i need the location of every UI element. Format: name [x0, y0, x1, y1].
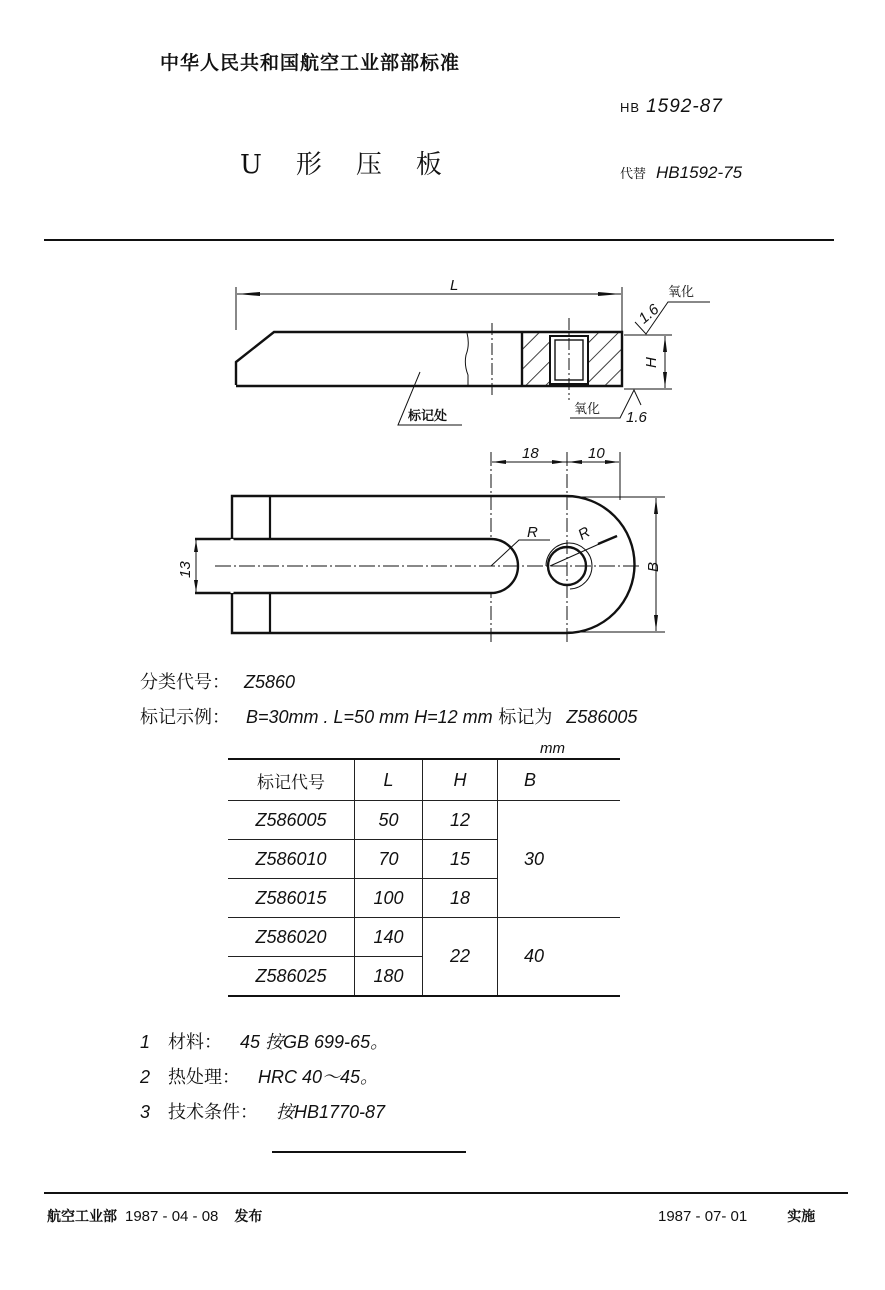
- table-row: [228, 801, 620, 840]
- note-number: 2: [140, 1067, 151, 1087]
- table-row: [228, 918, 620, 957]
- surface-treatment-top: 氧化: [668, 285, 695, 300]
- cell-L: 70: [355, 840, 423, 879]
- note-number: 1: [140, 1032, 151, 1052]
- note-number: 3: [140, 1102, 151, 1122]
- note-value: 按HB1770-87: [276, 1102, 386, 1122]
- radius-end-label: R: [575, 523, 594, 544]
- cell-B-merged: 40: [498, 918, 621, 997]
- cell-L: 100: [355, 879, 423, 918]
- standard-number-value: 1592-87: [646, 96, 723, 117]
- marking-example-params: B=30mm . L=50 mm H=12 mm: [246, 707, 493, 727]
- surface-treatment-bottom: 氧化: [574, 402, 601, 417]
- header-L: L: [355, 759, 423, 801]
- mark-as-value: Z586005: [566, 707, 638, 727]
- cell-L: 50: [355, 801, 423, 840]
- classification-value: Z5860: [244, 672, 296, 692]
- roughness-bottom: 1.6: [626, 409, 647, 426]
- note-value: 45 按GB 699-65。: [240, 1032, 389, 1052]
- cell-code: Z586025: [228, 957, 355, 997]
- replaces-label: 代替: [620, 166, 647, 181]
- standard-prefix: HB: [620, 100, 641, 115]
- cell-code: Z586005: [228, 801, 355, 840]
- cell-H: 18: [423, 879, 498, 918]
- note-key: 材料：: [168, 1032, 222, 1053]
- dim-height-label: H: [643, 357, 660, 368]
- cell-code: Z586010: [228, 840, 355, 879]
- footer-issue: [47, 1206, 262, 1226]
- publisher: 航空工业部: [47, 1209, 117, 1225]
- cell-L: 180: [355, 957, 423, 997]
- note-item: [140, 1025, 388, 1060]
- header-B: B: [498, 759, 621, 801]
- issue-label: 发布: [234, 1209, 263, 1225]
- cell-H: 12: [423, 801, 498, 840]
- note-item: [140, 1095, 388, 1130]
- footer-divider: [44, 1192, 848, 1194]
- top-view: [177, 445, 665, 645]
- issuing-organization: 中华人民共和国航空工业部部标准: [160, 52, 461, 74]
- header-code: 标记代号: [228, 759, 355, 801]
- note-key: 热处理：: [168, 1067, 240, 1088]
- cell-L: 140: [355, 918, 423, 957]
- classification-label: 分类代号：: [140, 672, 230, 693]
- dim-width-label: B: [645, 561, 662, 572]
- cell-B-merged: 30: [498, 801, 621, 918]
- note-value: HRC 40～45。: [258, 1067, 379, 1087]
- note-item: [140, 1060, 388, 1095]
- document-title: U形压板: [240, 150, 476, 180]
- table-unit: mm: [540, 740, 565, 757]
- dim-slot-width: 13: [177, 561, 194, 578]
- marking-example-label: 标记示例：: [140, 707, 230, 728]
- table-header-row: [228, 759, 620, 801]
- replaces-value: HB1592-75: [656, 163, 743, 182]
- cell-H: 15: [423, 840, 498, 879]
- cell-code: Z586020: [228, 918, 355, 957]
- effective-date: 1987 - 07- 01: [658, 1208, 748, 1225]
- note-key: 技术条件：: [168, 1102, 258, 1123]
- classification-code: [140, 668, 295, 694]
- cell-code: Z586015: [228, 879, 355, 918]
- issue-date: 1987 - 04 - 08: [125, 1208, 219, 1225]
- footer-effective: [658, 1206, 815, 1226]
- effective-label: 实施: [787, 1209, 816, 1225]
- cell-H-merged: 22: [423, 918, 498, 997]
- marking-location-label: 标记处: [408, 409, 448, 424]
- header-H: H: [423, 759, 498, 801]
- technical-notes: [140, 1025, 388, 1130]
- side-view: [236, 277, 710, 426]
- end-of-content-rule: [272, 1151, 466, 1153]
- dim-length-label: L: [450, 277, 459, 294]
- radius-slot-label: R: [527, 524, 538, 541]
- roughness-top: 1.6: [635, 300, 663, 328]
- spec-table: [228, 758, 620, 997]
- mark-as-label: 标记为: [498, 707, 553, 728]
- dim-18: 18: [522, 445, 539, 462]
- marking-example: [140, 703, 637, 729]
- dim-10: 10: [588, 445, 605, 462]
